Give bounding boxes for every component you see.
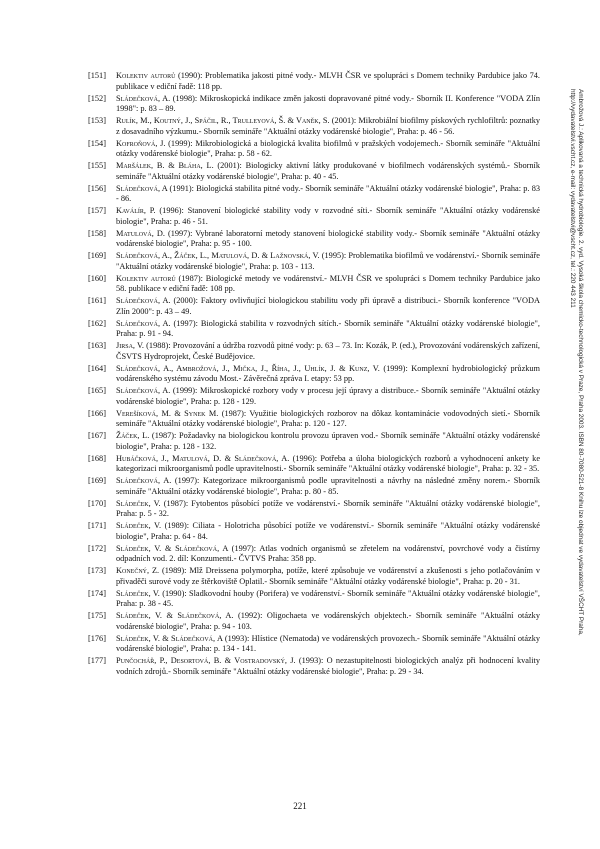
reference-text xyxy=(116,454,540,475)
reference-number: [168] xyxy=(88,453,106,463)
reference-body: Biologicky aktivní látky produkované v biofilmech vodárenských systémů.- Sborník semináře "Aktuální otázky vodárenské biologie", Praha: p. 40 - 45. xyxy=(116,161,540,181)
reference-text xyxy=(116,229,540,250)
reference-authors: Kolektiv autorů (1987): xyxy=(116,273,203,283)
reference-number: [173] xyxy=(88,566,106,575)
reference-authors: Sládečková, A. (1998): xyxy=(116,93,198,103)
reference-text xyxy=(116,319,540,340)
reference-authors: Sládečková, A. (2000): xyxy=(116,296,198,305)
reference-body: Požadavky na biologickou kontrolu provozu úpraven vod.- Sborník semináře "Aktuální otázky vodárenské biologie", Praha: p. 128 - 132. xyxy=(116,431,540,451)
reference-item xyxy=(88,521,540,542)
reference-item xyxy=(88,139,540,160)
reference-text xyxy=(116,364,540,385)
reference-item xyxy=(88,71,540,92)
reference-item xyxy=(88,431,540,452)
reference-number: [163] xyxy=(88,341,106,350)
reference-item xyxy=(88,319,540,340)
reference-body: Oligochaeta ve vodárenských objektech.- Sborník semináře "Aktuální otázky vodárenské biologie", Praha: p. 94 - 103. xyxy=(116,611,540,631)
reference-item xyxy=(88,499,540,520)
reference-body: Fytobentos působící potíže ve vodárenství.- Sborník semináře "Aktuální otázky vodárenské biologie", Praha: p. 5 - 32. xyxy=(116,498,540,518)
reference-text xyxy=(116,71,540,92)
reference-item xyxy=(88,476,540,497)
reference-text xyxy=(116,634,540,655)
reference-body: Vybrané laboratorní metody stanovení biologické stability vody.- Sborník semináře "Aktuální otázky vodárenské biologie", Praha: p. 95 - 100. xyxy=(116,228,540,248)
reference-number: [155] xyxy=(88,161,106,170)
reference-number: [166] xyxy=(88,408,106,418)
reference-body: Mikrobiální biofilmy pískových rychlofiltrů: poznatky z dosavadního výzkumu.- Sborník semináře "Aktuální otázky vodárenské biologie", Praha: p. 46 - 56. xyxy=(116,116,541,136)
reference-text xyxy=(116,274,540,295)
reference-text xyxy=(116,251,540,272)
reference-item xyxy=(88,656,540,677)
reference-body: Potřeba a úloha biologických rozborů a vyhodnocení ankety ke kategorizaci mikroorganismů podle upravitelnosti.- Sborník semináře "Aktuální otázky vodárenské biologie", Praha: p. 32 - 35. xyxy=(116,453,540,473)
reference-text xyxy=(116,161,540,182)
reference-authors: Sládečková, A (1991): xyxy=(116,183,194,193)
reference-number: [176] xyxy=(88,633,106,643)
reference-body: Stanovení biologické stability vody v rozvodné síti.- Sborník semináře "Aktuální otázky vodárenské biologie", Praha: p. 46 - 51. xyxy=(116,206,540,226)
reference-authors: Maršálek, B. & Bláha, L. (2001): xyxy=(116,161,242,170)
reference-number: [177] xyxy=(88,656,106,665)
reference-body: Mlž Dreissena polymorpha, potíže, které způsobuje ve vodárenství a zkušenosti s jeho potlačováním v přivaděči surové vody ze štěrkoviště Oplatil.- Sborník semináře "Aktuální otázky vodárenské biologie", Praha: p. 20 - 31. xyxy=(116,566,541,586)
reference-authors: Sládečková, A. (1997): xyxy=(116,476,200,485)
reference-authors: Kaválír, P. (1996): xyxy=(116,206,184,215)
reference-item xyxy=(88,634,540,655)
reference-text xyxy=(116,499,540,520)
reference-number: [157] xyxy=(88,206,106,215)
reference-number: [175] xyxy=(88,611,106,620)
reference-text xyxy=(116,116,540,137)
reference-number: [153] xyxy=(88,116,106,125)
page-number: 221 xyxy=(293,801,307,811)
reference-body: Mikrobiologická a biologická kvalita biofilmů v pražských vodojemech.- Sborník semináře "Aktuální otázky vodárenské biologie", Praha: p. 58 - 62. xyxy=(116,138,541,158)
reference-authors: Rulík, M., Koutný, J., Spáčil, R., Trulleyová, Š. & Vaněk, S. (2001): xyxy=(116,116,357,125)
reference-body: Faktory ovlivňující biologickou stabilitu vody při úpravě a distribuci.- Sborník konference "VODA Zlín 2000": p. 43 – 49. xyxy=(116,296,540,316)
reference-authors: Sládeček, V. (1989): xyxy=(116,521,190,530)
reference-authors: Hubáčková, J., Matulová, D. & Sládečková, A. (1996): xyxy=(116,453,318,463)
reference-item xyxy=(88,589,540,610)
reference-item xyxy=(88,161,540,182)
reference-item xyxy=(88,296,540,317)
reference-body: Atlas vodních organismů se zřetelem na vodárenství, povrchové vody a čistírny odpadních vod. 2. díl: Konzumenti.- ČVTVS Praha: 358 pp. xyxy=(116,543,540,563)
reference-body: Problematika jakosti pitné vody.- MLVH ČSR ve spolupráci s Domem techniky Pardubice jako 74. publikace v ediční řadě: 118 pp. xyxy=(116,71,540,91)
reference-authors: Punčochář, P., Desortová, B. & Vostradovský, J. (1993): xyxy=(116,656,324,665)
reference-number: [174] xyxy=(88,588,106,598)
reference-text xyxy=(116,386,540,407)
reference-item xyxy=(88,251,540,272)
reference-authors: Sládečková, A., Žáček, L., Matulová, D. & Lažnovská, V. (1995): xyxy=(116,251,347,260)
reference-number: [169] xyxy=(88,476,106,485)
reference-item xyxy=(88,116,540,137)
reference-item xyxy=(88,206,540,227)
reference-number: [162] xyxy=(88,318,106,328)
sidebar-publication-info: Ambrožová J.: Aplikovaná a technická hydrobiologie. 2. vyd. Vysoká škola chemicko-technologická v Praze, Praha 2003. ISBN 80-7080-521-8 Knihu lze objednat ve vydavatelství VŠCHT Praha, http://vydavatelstvi.vscht.cz, e-mail: vydavatelstvi@vscht.cz, tel.: 220 443 211 xyxy=(569,89,584,636)
reference-body: Využitie biologických rozborov na dôkaz kontaminácie vodovodných sietí.- Sborník semináře "Aktuální otázky vodárenské biologie", Praha: p. 120 - 127. xyxy=(116,408,540,428)
reference-text xyxy=(116,611,540,632)
reference-item xyxy=(88,184,540,205)
reference-text xyxy=(116,409,540,430)
reference-authors: Sládeček, V. (1987): xyxy=(116,498,189,508)
reference-number: [154] xyxy=(88,138,106,148)
reference-text xyxy=(116,589,540,610)
reference-item xyxy=(88,386,540,407)
reference-body: Komplexní hydrobiologický průzkum vodárenského systému závodu Most.- Závěrečná zpráva I. etapy: 53 pp. xyxy=(116,363,541,383)
reference-item xyxy=(88,274,540,295)
reference-text xyxy=(116,296,540,317)
reference-number: [165] xyxy=(88,386,106,395)
reference-authors: Kolektiv autorů (1990): xyxy=(116,71,203,80)
reference-number: [170] xyxy=(88,498,106,508)
reference-body: Biologické metody ve vodárenství.- MLVH ČSR ve spolupráci s Domem techniky Pardubice jako 58. publikace v ediční řadě: 108 pp. xyxy=(116,273,540,293)
reference-authors: Žáček, L. (1987): xyxy=(116,431,177,440)
reference-body: Biologická stabilita v rozvodných sítích.- Sborník semináře "Aktuální otázky vodárenské biologie", Praha: p. 91 - 94. xyxy=(116,318,540,338)
reference-authors: Sládeček, V. & Sládečková, A (1997): xyxy=(116,543,257,553)
reference-text xyxy=(116,94,540,115)
reference-authors: Sládeček, V. & Sládečková, A. (1992): xyxy=(116,611,263,620)
reference-item xyxy=(88,611,540,632)
reference-authors: Sládečková, A. (1999): xyxy=(116,386,198,395)
reference-body: Biologická stabilita pitné vody.- Sborník semináře "Aktuální otázky vodárenské biologie", Praha: p. 83 - 86. xyxy=(116,183,541,203)
reference-body: Mikroskopické rozbory vody v procesu její úpravy a distribuce.- Sborník semináře "Aktuální otázky vodárenské biologie", Praha: p. 128 - 129. xyxy=(116,386,541,406)
reference-text xyxy=(116,656,540,677)
reference-text xyxy=(116,431,540,452)
reference-authors: Sládeček, V. (1990): xyxy=(116,588,187,598)
reference-authors: Sládeček, V. & Sládečková, A (1993): xyxy=(116,633,250,643)
reference-text xyxy=(116,139,540,160)
reference-text xyxy=(116,206,540,227)
reference-body: Mikroskopická indikace změn jakosti dopravované pitné vody.- Sborník II. Konference "VODA Zlín 1998": p. 83 – 89. xyxy=(116,93,541,113)
reference-authors: Jirsa, V. (1988): xyxy=(116,341,171,350)
reference-body: Ciliata - Holotricha působící potíže ve vodárenství.- Sborník semináře "Aktuální otázky vodárenské biologie", Praha: p. 64 - 84. xyxy=(116,521,540,541)
reference-item xyxy=(88,341,540,362)
reference-number: [160] xyxy=(88,273,106,283)
reference-item xyxy=(88,364,540,385)
reference-authors: Kofroňová, J. (1999): xyxy=(116,138,193,148)
reference-number: [171] xyxy=(88,521,106,530)
reference-list xyxy=(88,71,540,679)
reference-body: Sladkovodní houby (Porifera) ve vodárenství.- Sborník semináře "Aktuální otázky vodárenské biologie", Praha: p. 38 - 45. xyxy=(116,588,540,608)
reference-number: [164] xyxy=(88,363,106,373)
reference-number: [167] xyxy=(88,431,106,440)
reference-number: [156] xyxy=(88,183,106,193)
reference-item xyxy=(88,409,540,430)
reference-authors: Sládečková, A. (1997): xyxy=(116,318,198,328)
reference-number: [169] xyxy=(88,251,106,260)
reference-number: [151] xyxy=(88,71,106,80)
reference-text xyxy=(116,521,540,542)
reference-authors: Konečný, Z. (1989): xyxy=(116,566,187,575)
reference-authors: Matulová, D. (1997): xyxy=(116,228,193,238)
reference-authors: Sládečková, A., Ambrožová, J., Mička, J., Říha, J., Uhlík, J. & Kunz, V. (1999): xyxy=(116,363,408,373)
reference-body: Provozování a údržba rozvodů pitné vody: p. 63 – 73. In: Kozák, P. (ed.), Provozování vodárenských zařízení, ČSVTS Hydroprojekt, České Budějovice. xyxy=(116,341,540,361)
reference-item xyxy=(88,229,540,250)
reference-body: Kategorizace mikroorganismů podle upravitelnosti a návrhy na následné změny norem.- Sborník semináře "Aktuální otázky vodárenské biologie", Praha: p. 80 - 85. xyxy=(116,476,541,496)
reference-body: Problematika biofilmů ve vodárenství.- Sborník semináře "Aktuální otázky vodárenské biologie", Praha: p. 103 - 113. xyxy=(116,251,540,271)
reference-text xyxy=(116,566,540,587)
reference-number: [161] xyxy=(88,296,106,305)
reference-text xyxy=(116,544,540,565)
reference-number: [172] xyxy=(88,543,106,553)
reference-item xyxy=(88,566,540,587)
reference-item xyxy=(88,544,540,565)
reference-text xyxy=(116,341,540,362)
reference-authors: Verešíková, M. & Synek M. (1987): xyxy=(116,408,247,418)
reference-body: Hlístice (Nematoda) ve vodárenských provozech.- Sborník semináře "Aktuální otázky vodárenské biologie", Praha: p. 134 - 141. xyxy=(116,633,540,653)
reference-body: O nezastupitelnosti biologických analýz při hodnocení kvality vodních zdrojů.- Sborník semináře "Aktuální otázky vodárenské biologie", Praha: p. 29 - 34. xyxy=(116,656,540,676)
reference-item xyxy=(88,94,540,115)
reference-text xyxy=(116,476,540,497)
reference-number: [158] xyxy=(88,228,106,238)
reference-number: [152] xyxy=(88,93,106,103)
reference-item xyxy=(88,454,540,475)
reference-text xyxy=(116,184,540,205)
